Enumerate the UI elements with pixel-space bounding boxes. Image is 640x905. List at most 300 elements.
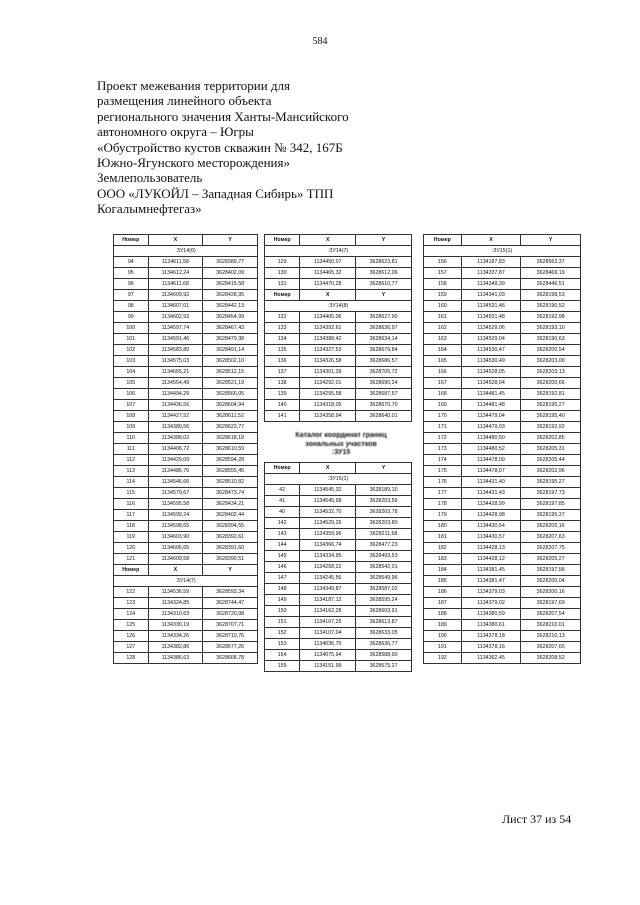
x-coordinate: 1134292,01 bbox=[300, 378, 356, 389]
y-coordinate: 3628679,84 bbox=[356, 345, 412, 356]
table-row bbox=[424, 290, 581, 301]
x-coordinate: 1134358,94 bbox=[300, 411, 356, 422]
y-coordinate: 3628192,81 bbox=[521, 389, 581, 400]
table-row bbox=[114, 455, 258, 466]
point-number: 159 bbox=[424, 290, 462, 301]
x-coordinate: 1134595,58 bbox=[148, 499, 203, 510]
table-row bbox=[424, 257, 581, 268]
y-coordinate: 3628610,59 bbox=[203, 444, 258, 455]
point-number: 103 bbox=[114, 356, 149, 367]
y-coordinate: 3628402,44 bbox=[203, 510, 258, 521]
point-number: 112 bbox=[114, 455, 149, 466]
x-coordinate: 1134575,03 bbox=[148, 356, 203, 367]
point-number: 111 bbox=[114, 444, 149, 455]
point-number: 166 bbox=[424, 367, 462, 378]
table-row bbox=[424, 444, 581, 455]
y-coordinate: 3628203,80 bbox=[356, 518, 412, 529]
y-coordinate: 3628197,73 bbox=[521, 488, 581, 499]
y-coordinate: 3628197,58 bbox=[521, 565, 581, 576]
x-coordinate: 1134528,04 bbox=[461, 378, 521, 389]
x-coordinate: 1134530,49 bbox=[461, 356, 521, 367]
y-coordinate: 3628668,78 bbox=[203, 653, 258, 664]
x-coordinate: 1134406,72 bbox=[148, 444, 203, 455]
x-coordinate: 1134531,48 bbox=[461, 312, 521, 323]
point-number: 155 bbox=[265, 661, 300, 672]
y-coordinate: 3628207,65 bbox=[521, 642, 581, 653]
column-header: Y bbox=[203, 565, 258, 576]
y-coordinate: 3628634,14 bbox=[356, 334, 412, 345]
y-coordinate: 3628207,75 bbox=[521, 543, 581, 554]
point-number: 137 bbox=[265, 367, 300, 378]
table-row bbox=[265, 312, 412, 323]
table-row bbox=[265, 268, 412, 279]
table-row bbox=[424, 477, 581, 488]
table-row bbox=[114, 257, 258, 268]
point-number: 41 bbox=[265, 496, 300, 507]
coordinates-catalog bbox=[113, 234, 583, 684]
point-number: 157 bbox=[424, 268, 462, 279]
table-row bbox=[424, 411, 581, 422]
point-number: 151 bbox=[265, 617, 300, 628]
point-number: 126 bbox=[114, 631, 149, 642]
y-coordinate: 3628677,26 bbox=[203, 642, 258, 653]
table-row bbox=[265, 367, 412, 378]
x-coordinate: 1134479,03 bbox=[461, 422, 521, 433]
table-row bbox=[424, 576, 581, 587]
table-row bbox=[424, 378, 581, 389]
table-row bbox=[114, 554, 258, 565]
y-coordinate: 3628623,81 bbox=[356, 257, 412, 268]
x-coordinate: 1134609,92 bbox=[148, 290, 203, 301]
x-coordinate: 1134431,40 bbox=[461, 477, 521, 488]
table-row bbox=[114, 587, 258, 598]
table-row bbox=[424, 554, 581, 565]
x-coordinate: 1134480,50 bbox=[461, 433, 521, 444]
x-coordinate: 1134545,98 bbox=[300, 496, 356, 507]
coordinates-table-1 bbox=[113, 234, 258, 664]
point-number: 42 bbox=[265, 485, 300, 496]
point-number: 120 bbox=[114, 543, 149, 554]
title-line: «Обустройство кустов скважин № 342, 167Б bbox=[97, 139, 343, 155]
y-coordinate: 3628454,99 bbox=[203, 312, 258, 323]
y-coordinate: 3628636,97 bbox=[356, 323, 412, 334]
y-coordinate: 3628640,01 bbox=[356, 411, 412, 422]
x-coordinate: 1134392,61 bbox=[300, 323, 356, 334]
x-coordinate: 1134382,86 bbox=[148, 642, 203, 653]
point-number: 152 bbox=[265, 628, 300, 639]
section-row bbox=[265, 246, 412, 257]
x-coordinate: 1134529,06 bbox=[461, 323, 521, 334]
point-number: 192 bbox=[424, 653, 462, 664]
point-number: 184 bbox=[424, 565, 462, 576]
section-label: :ЗУ14(7) bbox=[265, 246, 412, 257]
point-number: 191 bbox=[424, 642, 462, 653]
point-number: 161 bbox=[424, 312, 462, 323]
table-row bbox=[265, 400, 412, 411]
y-coordinate: 3628192,92 bbox=[521, 422, 581, 433]
column-header: Y bbox=[356, 463, 412, 474]
table-row bbox=[265, 573, 412, 584]
y-coordinate: 3628200,54 bbox=[521, 345, 581, 356]
x-coordinate: 1134546,66 bbox=[148, 477, 203, 488]
table-row bbox=[424, 532, 581, 543]
column-header: X bbox=[300, 235, 356, 246]
x-coordinate: 1134324,85 bbox=[148, 598, 203, 609]
table-row bbox=[114, 323, 258, 334]
y-coordinate: 3628210,01 bbox=[521, 620, 581, 631]
x-coordinate: 1134531,46 bbox=[461, 301, 521, 312]
y-coordinate: 3628627,90 bbox=[356, 312, 412, 323]
table-row bbox=[424, 642, 581, 653]
point-number: 99 bbox=[114, 312, 149, 323]
table-row bbox=[265, 345, 412, 356]
column-header: Номер bbox=[265, 290, 300, 301]
table-row bbox=[114, 301, 258, 312]
table-row bbox=[114, 422, 258, 433]
point-number: 134 bbox=[265, 334, 300, 345]
table-row bbox=[265, 279, 412, 290]
table-row bbox=[265, 650, 412, 661]
column-header: Номер bbox=[424, 235, 462, 246]
caption-line: зональных участков bbox=[305, 440, 377, 448]
point-number: 102 bbox=[114, 345, 149, 356]
table-row bbox=[114, 488, 258, 499]
y-coordinate: 3628542,01 bbox=[356, 562, 412, 573]
y-coordinate: 3628392,61 bbox=[203, 532, 258, 543]
table-row bbox=[424, 499, 581, 510]
point-number: 160 bbox=[424, 301, 462, 312]
table-row bbox=[424, 521, 581, 532]
point-number: 190 bbox=[424, 631, 462, 642]
table-row bbox=[114, 642, 258, 653]
x-coordinate: 1134428,98 bbox=[461, 510, 521, 521]
y-coordinate: 3628446,51 bbox=[521, 279, 581, 290]
point-number: 40 bbox=[265, 507, 300, 518]
point-number: 114 bbox=[114, 477, 149, 488]
x-coordinate: 1134381,47 bbox=[461, 576, 521, 587]
table-row bbox=[114, 609, 258, 620]
x-coordinate: 1134075,94 bbox=[300, 650, 356, 661]
point-number: 146 bbox=[265, 562, 300, 573]
x-coordinate: 1134529,04 bbox=[461, 334, 521, 345]
y-coordinate: 3628618,18 bbox=[203, 433, 258, 444]
x-coordinate: 1134479,04 bbox=[461, 411, 521, 422]
table-row bbox=[265, 562, 412, 573]
y-coordinate: 3628394,55 bbox=[203, 521, 258, 532]
point-number: 144 bbox=[265, 540, 300, 551]
y-coordinate: 3628190,63 bbox=[521, 334, 581, 345]
table-row bbox=[424, 301, 581, 312]
y-coordinate: 3628203,13 bbox=[521, 367, 581, 378]
point-number: 131 bbox=[265, 279, 300, 290]
x-coordinate: 1134431,43 bbox=[461, 488, 521, 499]
x-coordinate: 1134187,83 bbox=[461, 257, 521, 268]
y-coordinate: 3628510,82 bbox=[203, 477, 258, 488]
y-coordinate: 3628467,43 bbox=[203, 323, 258, 334]
table-row bbox=[424, 334, 581, 345]
x-coordinate: 1134465,32 bbox=[300, 268, 356, 279]
table-row bbox=[114, 521, 258, 532]
page-number: 584 bbox=[312, 36, 328, 47]
y-coordinate: 3628593,34 bbox=[203, 587, 258, 598]
caption-line: Каталог координат границ bbox=[295, 432, 387, 439]
y-coordinate: 3628705,72 bbox=[356, 367, 412, 378]
point-number: 150 bbox=[265, 606, 300, 617]
table-row bbox=[424, 312, 581, 323]
x-coordinate: 1134245,56 bbox=[300, 573, 356, 584]
x-coordinate: 1134609,58 bbox=[148, 554, 203, 565]
table-row bbox=[114, 400, 258, 411]
x-coordinate: 1134612,24 bbox=[148, 268, 203, 279]
table-row bbox=[424, 543, 581, 554]
point-number: 172 bbox=[424, 433, 462, 444]
table-row bbox=[265, 606, 412, 617]
x-coordinate: 1134606,65 bbox=[148, 543, 203, 554]
y-coordinate: 3628205,16 bbox=[521, 521, 581, 532]
table-row bbox=[114, 389, 258, 400]
table-row bbox=[265, 628, 412, 639]
y-coordinate: 3628512,15 bbox=[203, 367, 258, 378]
point-number: 189 bbox=[424, 620, 462, 631]
title-line: автономного округа – Югры bbox=[97, 124, 254, 140]
y-coordinate: 3628195,40 bbox=[521, 411, 581, 422]
x-coordinate: 1134378,16 bbox=[461, 642, 521, 653]
y-coordinate: 3628190,52 bbox=[521, 301, 581, 312]
table-row bbox=[114, 466, 258, 477]
point-number: 169 bbox=[424, 400, 462, 411]
point-number: 163 bbox=[424, 334, 462, 345]
table-row bbox=[424, 422, 581, 433]
table-row bbox=[424, 323, 581, 334]
table-row bbox=[265, 496, 412, 507]
point-number: 136 bbox=[265, 356, 300, 367]
table-row bbox=[265, 617, 412, 628]
x-coordinate: 1134450,07 bbox=[300, 257, 356, 268]
x-coordinate: 1134380,56 bbox=[148, 422, 203, 433]
x-coordinate: 1134545,32 bbox=[300, 485, 356, 496]
section-row bbox=[265, 474, 412, 485]
point-number: 145 bbox=[265, 551, 300, 562]
table-row bbox=[424, 400, 581, 411]
y-coordinate: 3628402,09 bbox=[203, 268, 258, 279]
table-row bbox=[424, 587, 581, 598]
point-number: 156 bbox=[424, 257, 462, 268]
y-coordinate: 3628193,10 bbox=[521, 323, 581, 334]
title-line: ООО «ЛУКОЙЛ – Западная Сибирь» ТПП bbox=[97, 185, 334, 201]
y-coordinate: 3628389,77 bbox=[203, 257, 258, 268]
x-coordinate: 1134295,58 bbox=[300, 389, 356, 400]
table-row bbox=[424, 598, 581, 609]
point-number: 176 bbox=[424, 477, 462, 488]
title-line: Южно-Ягунского месторождения» bbox=[97, 155, 290, 171]
point-number: 174 bbox=[424, 455, 462, 466]
point-number: 175 bbox=[424, 466, 462, 477]
x-coordinate: 1134349,39 bbox=[461, 279, 521, 290]
x-coordinate: 1134405,06 bbox=[300, 312, 356, 323]
table-row bbox=[114, 543, 258, 554]
table-row bbox=[265, 257, 412, 268]
table-header-row bbox=[114, 565, 258, 576]
table-row bbox=[424, 609, 581, 620]
section-row bbox=[114, 246, 258, 257]
point-number: 101 bbox=[114, 334, 149, 345]
column-header: Y bbox=[521, 235, 581, 246]
x-coordinate: 1134334,26 bbox=[148, 631, 203, 642]
y-coordinate: 3628587,02 bbox=[356, 584, 412, 595]
y-coordinate: 3628192,98 bbox=[521, 312, 581, 323]
column-header: Y bbox=[203, 235, 258, 246]
y-coordinate: 3628707,71 bbox=[203, 620, 258, 631]
point-number: 133 bbox=[265, 323, 300, 334]
gap-row bbox=[265, 422, 412, 433]
x-coordinate: 1134349,87 bbox=[300, 584, 356, 595]
table-row bbox=[114, 631, 258, 642]
y-coordinate: 3628428,95 bbox=[203, 290, 258, 301]
x-coordinate: 1134607,01 bbox=[148, 301, 203, 312]
column-header: X bbox=[148, 235, 203, 246]
y-coordinate: 3628604,94 bbox=[203, 400, 258, 411]
document-title bbox=[97, 78, 417, 217]
y-coordinate: 3628210,13 bbox=[521, 631, 581, 642]
x-coordinate: 1134151,99 bbox=[300, 661, 356, 672]
x-coordinate: 1134532,70 bbox=[300, 507, 356, 518]
table-row bbox=[114, 532, 258, 543]
y-coordinate: 3628563,37 bbox=[521, 257, 581, 268]
table-row bbox=[265, 334, 412, 345]
x-coordinate: 1134428,99 bbox=[461, 499, 521, 510]
y-coordinate: 3628566,05 bbox=[203, 389, 258, 400]
y-coordinate: 3628477,23 bbox=[356, 540, 412, 551]
point-number: 129 bbox=[265, 257, 300, 268]
table-row bbox=[114, 268, 258, 279]
section-label: :ЗУ14(6) bbox=[114, 246, 258, 257]
x-coordinate: 1134598,65 bbox=[148, 521, 203, 532]
x-coordinate: 1134428,12 bbox=[461, 554, 521, 565]
title-line: Когалымнефтегаз» bbox=[97, 201, 202, 217]
point-number: 173 bbox=[424, 444, 462, 455]
point-number: 143 bbox=[265, 529, 300, 540]
point-number: 185 bbox=[424, 576, 462, 587]
x-coordinate: 1134187,12 bbox=[300, 595, 356, 606]
table-row bbox=[265, 584, 412, 595]
table-row bbox=[424, 565, 581, 576]
x-coordinate: 1134310,63 bbox=[148, 609, 203, 620]
x-coordinate: 1134481,45 bbox=[461, 389, 521, 400]
table-row bbox=[265, 518, 412, 529]
table-row bbox=[265, 356, 412, 367]
point-number: 113 bbox=[114, 466, 149, 477]
y-coordinate: 3628197,85 bbox=[521, 499, 581, 510]
point-number: 171 bbox=[424, 422, 462, 433]
y-coordinate: 3628205,44 bbox=[521, 455, 581, 466]
x-coordinate: 1134162,28 bbox=[300, 606, 356, 617]
coordinates-table-3 bbox=[423, 234, 581, 664]
point-number: 121 bbox=[114, 554, 149, 565]
y-coordinate: 3628205,27 bbox=[521, 554, 581, 565]
x-coordinate: 1134602,92 bbox=[148, 312, 203, 323]
table-row bbox=[424, 389, 581, 400]
point-number: 105 bbox=[114, 378, 149, 389]
table-row bbox=[424, 620, 581, 631]
table-header-row bbox=[424, 235, 581, 246]
table-row bbox=[265, 378, 412, 389]
point-number: 170 bbox=[424, 411, 462, 422]
point-number: 115 bbox=[114, 488, 149, 499]
title-line: размещения линейного объекта bbox=[97, 93, 272, 109]
table-row bbox=[265, 389, 412, 400]
point-number: 122 bbox=[114, 587, 149, 598]
x-coordinate: 1134583,80 bbox=[148, 345, 203, 356]
point-number: 95 bbox=[114, 268, 149, 279]
point-number: 168 bbox=[424, 389, 462, 400]
table-row bbox=[265, 551, 412, 562]
x-coordinate: 1134611,58 bbox=[148, 257, 203, 268]
table-row bbox=[265, 540, 412, 551]
section-label: :ЗУ14(7) bbox=[114, 576, 258, 587]
column-header: X bbox=[300, 463, 356, 474]
point-number: 96 bbox=[114, 279, 149, 290]
table-row bbox=[265, 507, 412, 518]
point-number: 167 bbox=[424, 378, 462, 389]
table-row bbox=[114, 620, 258, 631]
y-coordinate: 3628442,13 bbox=[203, 301, 258, 312]
title-line: Проект межевания территории для bbox=[97, 78, 291, 93]
table-row bbox=[114, 312, 258, 323]
x-coordinate: 1134388,02 bbox=[148, 433, 203, 444]
point-number: 178 bbox=[424, 499, 462, 510]
table-row bbox=[424, 356, 581, 367]
section-row bbox=[265, 301, 412, 312]
y-coordinate: 3628610,77 bbox=[356, 279, 412, 290]
table-header-row bbox=[265, 235, 412, 246]
table-row bbox=[424, 631, 581, 642]
point-number: 149 bbox=[265, 595, 300, 606]
section-row bbox=[424, 246, 581, 257]
table-row bbox=[265, 529, 412, 540]
point-number: 125 bbox=[114, 620, 149, 631]
y-coordinate: 3628603,91 bbox=[356, 606, 412, 617]
table-row bbox=[114, 378, 258, 389]
y-coordinate: 3628575,27 bbox=[356, 661, 412, 672]
table-row bbox=[424, 345, 581, 356]
y-coordinate: 3628207,63 bbox=[521, 532, 581, 543]
point-number: 177 bbox=[424, 488, 462, 499]
column-header: Номер bbox=[265, 463, 300, 474]
y-coordinate: 3628207,54 bbox=[521, 609, 581, 620]
table-row bbox=[265, 323, 412, 334]
point-number: 109 bbox=[114, 422, 149, 433]
column-header: X bbox=[148, 565, 203, 576]
x-coordinate: 1134478,07 bbox=[461, 466, 521, 477]
point-number: 182 bbox=[424, 543, 462, 554]
gap-cell bbox=[265, 422, 412, 433]
y-coordinate: 3628744,47 bbox=[203, 598, 258, 609]
point-number: 106 bbox=[114, 389, 149, 400]
x-coordinate: 1134379,03 bbox=[461, 587, 521, 598]
y-coordinate: 3628594,28 bbox=[203, 455, 258, 466]
y-coordinate: 3628555,45 bbox=[203, 466, 258, 477]
y-coordinate: 3628521,19 bbox=[203, 378, 258, 389]
column-header: X bbox=[300, 290, 356, 301]
point-number: 142 bbox=[265, 518, 300, 529]
x-coordinate: 1134330,19 bbox=[148, 620, 203, 631]
y-coordinate: 3628195,27 bbox=[521, 400, 581, 411]
x-coordinate: 1134591,46 bbox=[148, 334, 203, 345]
x-coordinate: 1134579,67 bbox=[148, 488, 203, 499]
point-number: 139 bbox=[265, 389, 300, 400]
y-coordinate: 3628200,04 bbox=[521, 576, 581, 587]
x-coordinate: 1134107,04 bbox=[300, 628, 356, 639]
